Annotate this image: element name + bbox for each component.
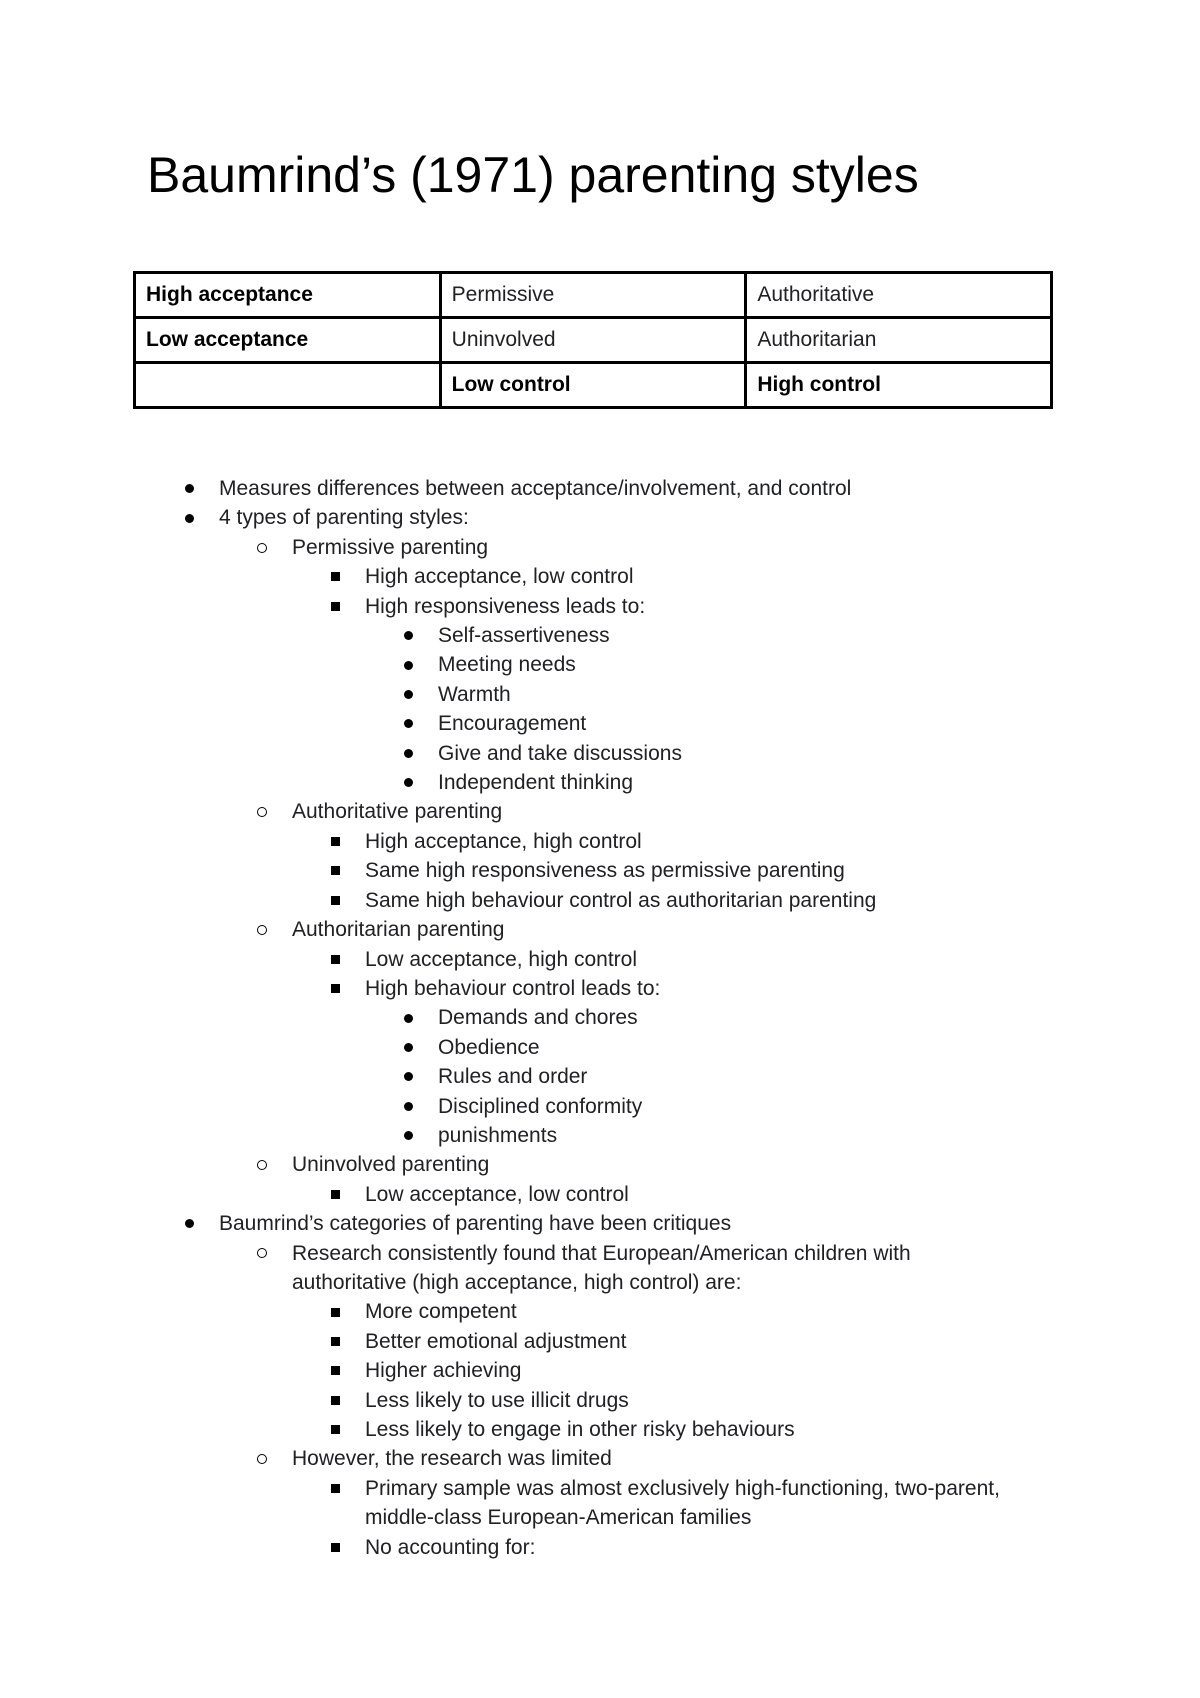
- bullet-marker: [398, 768, 418, 797]
- bullet-marker: [325, 1327, 345, 1356]
- bullet-marker: [398, 621, 418, 650]
- bullet-marker: [179, 503, 199, 532]
- bullet-marker: [179, 1209, 199, 1238]
- bullet-square-icon: [331, 1308, 340, 1317]
- list-item: [0, 1474, 1200, 1503]
- list-item: [0, 768, 1200, 797]
- row-header-low-acceptance: Low acceptance: [135, 318, 441, 363]
- list-item: [0, 1033, 1200, 1062]
- bullet-dot-icon: [404, 719, 413, 728]
- list-item: [0, 1327, 1200, 1356]
- bullet-dot-icon: [185, 1219, 194, 1228]
- column-header-low-control: Low control: [440, 363, 746, 408]
- bullet-marker: [325, 1386, 345, 1415]
- bullet-marker: [325, 945, 345, 974]
- list-item: [0, 650, 1200, 679]
- table-cell-empty: [135, 363, 441, 408]
- list-item-text: Give and take discussions: [438, 741, 682, 765]
- list-item: [0, 1415, 1200, 1444]
- bullet-dot-icon: [404, 1072, 413, 1081]
- list-item-text: Encouragement: [438, 712, 587, 736]
- bullet-square-icon: [331, 1425, 340, 1434]
- list-item-text: authoritative (high acceptance, high control) are:: [292, 1270, 742, 1294]
- bullet-dot-icon: [404, 1043, 413, 1052]
- list-item: [0, 1386, 1200, 1415]
- bullet-marker: [252, 1239, 272, 1268]
- bullet-dot-icon: [185, 514, 194, 523]
- list-item-text: Permissive parenting: [292, 535, 489, 559]
- list-item-text: Warmth: [438, 682, 511, 706]
- list-item: [0, 827, 1200, 856]
- list-item-text: Less likely to use illicit drugs: [365, 1388, 629, 1412]
- bullet-dot-icon: [404, 661, 413, 670]
- table-cell-permissive: Permissive: [440, 273, 746, 318]
- list-item: [0, 1297, 1200, 1326]
- bullet-dot-icon: [404, 1131, 413, 1140]
- bullet-marker: [398, 1062, 418, 1091]
- list-item-text: No accounting for:: [365, 1535, 536, 1559]
- bullet-square-icon: [331, 1190, 340, 1199]
- list-item: [0, 1121, 1200, 1150]
- list-item: [0, 739, 1200, 768]
- page-title: Baumrind’s (1971) parenting styles: [147, 147, 919, 203]
- bullet-marker: [252, 1150, 272, 1179]
- bullet-marker: [325, 856, 345, 885]
- bullet-square-icon: [331, 984, 340, 993]
- table-row: [135, 363, 1052, 408]
- list-item-continuation: [0, 1503, 1200, 1532]
- bullet-marker: [252, 797, 272, 826]
- list-item: [0, 1003, 1200, 1032]
- bullet-marker: [325, 1297, 345, 1326]
- list-item-text: Disciplined conformity: [438, 1094, 643, 1118]
- list-item-text: High acceptance, low control: [365, 565, 634, 589]
- bullet-marker: [325, 827, 345, 856]
- list-item: [0, 1356, 1200, 1385]
- list-item-text: High behaviour control leads to:: [365, 976, 661, 1000]
- table-cell-authoritative: Authoritative: [746, 273, 1052, 318]
- list-item: [0, 533, 1200, 562]
- list-item-text: Same high responsiveness as permissive parenting: [365, 859, 845, 883]
- list-item-text: Authoritarian parenting: [292, 918, 505, 942]
- bullet-marker: [325, 1180, 345, 1209]
- list-item-text: Same high behaviour control as authoritarian parenting: [365, 888, 877, 912]
- list-item-text: middle-class European-American families: [365, 1506, 752, 1530]
- bullet-marker: [398, 680, 418, 709]
- list-item: [0, 1062, 1200, 1091]
- bullet-marker: [398, 1092, 418, 1121]
- bullet-marker: [398, 1121, 418, 1150]
- list-item: [0, 1092, 1200, 1121]
- bullet-marker: [179, 474, 199, 503]
- bullet-square-icon: [331, 1484, 340, 1493]
- list-item-text: punishments: [438, 1123, 558, 1147]
- list-item: [0, 886, 1200, 915]
- bullet-square-icon: [331, 866, 340, 875]
- list-item-text: Higher achieving: [365, 1359, 522, 1383]
- list-item-continuation: [0, 1268, 1200, 1297]
- bullet-marker: [325, 886, 345, 915]
- bullet-circle-icon: [257, 1248, 267, 1258]
- bullet-marker: [252, 1444, 272, 1473]
- bullet-marker: [398, 739, 418, 768]
- list-item-text: Low acceptance, low control: [365, 1182, 629, 1206]
- list-item: [0, 915, 1200, 944]
- list-item-text: Self-assertiveness: [438, 624, 610, 648]
- bullet-square-icon: [331, 572, 340, 581]
- row-header-high-acceptance: High acceptance: [135, 273, 441, 318]
- table-cell-authoritarian: Authoritarian: [746, 318, 1052, 363]
- list-item: [0, 1180, 1200, 1209]
- list-item-text: High responsiveness leads to:: [365, 594, 646, 618]
- list-item: [0, 1209, 1200, 1238]
- list-item-text: Low acceptance, high control: [365, 947, 638, 971]
- list-item-text: Measures differences between acceptance/involvement, and control: [219, 477, 852, 500]
- bullet-marker: [398, 709, 418, 738]
- bullet-dot-icon: [404, 1102, 413, 1111]
- bullet-marker: [325, 974, 345, 1003]
- bullet-dot-icon: [404, 749, 413, 758]
- bullet-circle-icon: [257, 807, 267, 817]
- list-item-text: Research consistently found that European/American children with: [292, 1241, 911, 1265]
- list-item: [0, 709, 1200, 738]
- bullet-square-icon: [331, 1337, 340, 1346]
- bullet-dot-icon: [404, 690, 413, 699]
- list-item: [0, 1533, 1200, 1562]
- bullet-circle-icon: [257, 925, 267, 935]
- bullet-circle-icon: [257, 543, 267, 553]
- list-item-text: More competent: [365, 1300, 517, 1324]
- list-item-text: Baumrind’s categories of parenting have been critiques: [219, 1212, 732, 1236]
- list-item: [0, 1239, 1200, 1268]
- bullet-square-icon: [331, 896, 340, 905]
- bullet-dot-icon: [404, 1014, 413, 1023]
- list-item: [0, 1444, 1200, 1473]
- bullet-marker: [252, 533, 272, 562]
- list-item: [0, 592, 1200, 621]
- bullet-marker: [398, 1033, 418, 1062]
- list-item: [0, 680, 1200, 709]
- bullet-marker: [325, 1415, 345, 1444]
- table-cell-uninvolved: Uninvolved: [440, 318, 746, 363]
- list-item-text: Independent thinking: [438, 771, 633, 795]
- list-item: [0, 621, 1200, 650]
- bullet-circle-icon: [257, 1454, 267, 1464]
- list-item: [0, 945, 1200, 974]
- bullet-square-icon: [331, 1396, 340, 1405]
- bullet-square-icon: [331, 1543, 340, 1552]
- bullet-marker: [398, 650, 418, 679]
- table-row: [135, 273, 1052, 318]
- bullet-square-icon: [331, 602, 340, 611]
- bullet-marker: [252, 915, 272, 944]
- bullet-marker: [398, 1003, 418, 1032]
- bullet-marker: [325, 562, 345, 591]
- column-header-high-control: High control: [746, 363, 1052, 408]
- bullet-dot-icon: [404, 778, 413, 787]
- bullet-list: [0, 474, 1200, 1562]
- bullet-marker: [325, 1474, 345, 1503]
- list-item: [0, 856, 1200, 885]
- list-item: [0, 797, 1200, 826]
- list-item-text: 4 types of parenting styles:: [219, 506, 469, 530]
- list-item-text: However, the research was limited: [292, 1447, 612, 1471]
- bullet-marker: [325, 1356, 345, 1385]
- bullet-square-icon: [331, 837, 340, 846]
- list-item: [0, 562, 1200, 591]
- bullet-marker: [325, 1533, 345, 1562]
- bullet-marker: [325, 592, 345, 621]
- list-item-text: High acceptance, high control: [365, 829, 642, 853]
- bullet-square-icon: [331, 1366, 340, 1375]
- bullet-dot-icon: [185, 484, 194, 493]
- list-item-text: Primary sample was almost exclusively high-functioning, two-parent,: [365, 1476, 1000, 1500]
- bullet-dot-icon: [404, 631, 413, 640]
- list-item-text: Demands and chores: [438, 1006, 638, 1030]
- list-item: [0, 503, 1200, 532]
- list-item: [0, 474, 1200, 503]
- list-item-text: Obedience: [438, 1035, 540, 1059]
- list-item-text: Meeting needs: [438, 653, 576, 677]
- bullet-circle-icon: [257, 1160, 267, 1170]
- list-item-text: Better emotional adjustment: [365, 1329, 627, 1353]
- list-item-text: Uninvolved parenting: [292, 1153, 490, 1177]
- list-item-text: Less likely to engage in other risky behaviours: [365, 1418, 795, 1441]
- list-item-text: Authoritative parenting: [292, 800, 503, 824]
- table-row: [135, 318, 1052, 363]
- parenting-styles-table: [133, 271, 1053, 409]
- list-item: [0, 974, 1200, 1003]
- list-item-text: Rules and order: [438, 1065, 588, 1089]
- list-item: [0, 1150, 1200, 1179]
- bullet-square-icon: [331, 955, 340, 964]
